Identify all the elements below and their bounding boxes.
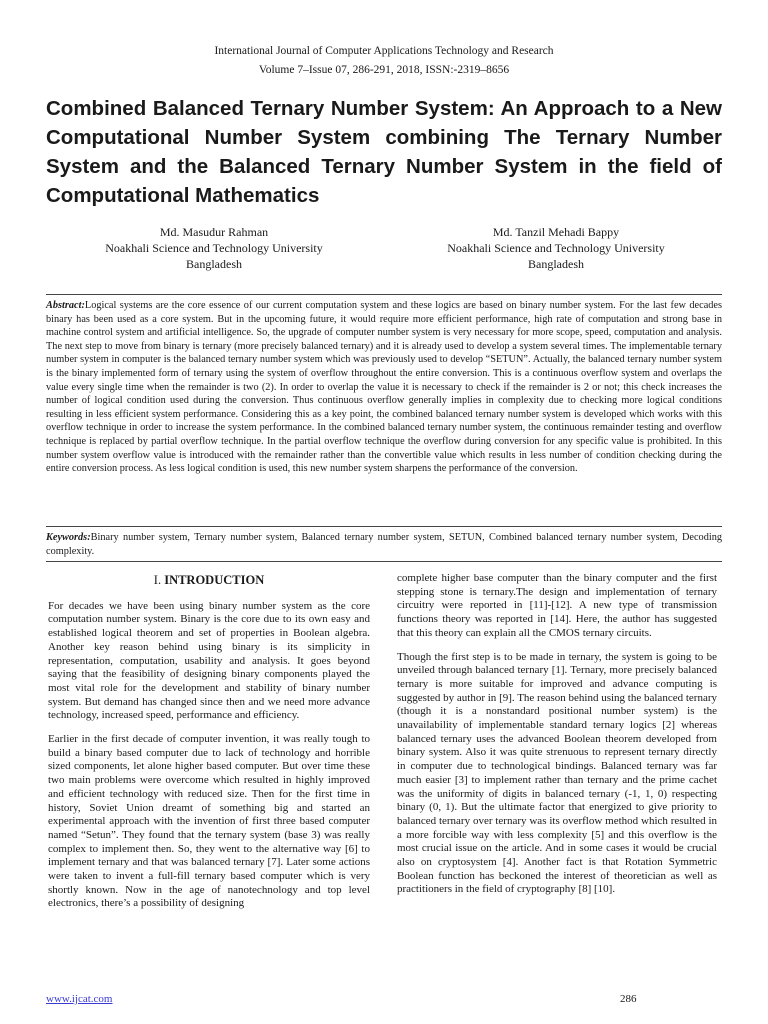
abstract	[46, 294, 722, 476]
author-affiliation: Noakhali Science and Technology University	[447, 241, 665, 255]
author-name: Md. Tanzil Mehadi Bappy	[492, 225, 620, 239]
right-column	[397, 572, 717, 907]
keywords-text: Binary number system, Ternary number system, Balanced ternary number system, SETUN, Combined balanced ternary number system, Decoding complexity.	[46, 532, 722, 557]
paragraph: complete higher base computer than the binary computer and the first stepping stone is ternary.The design and implementation of ternary circuitry were reported in [11]-[12]. A new type of transmission functions theory was reported in [14]. Here, the author has suggested that this theory can explain all the CMOS ternary circuits.	[397, 572, 717, 639]
author-block-2	[400, 224, 712, 272]
paper-title: Combined Balanced Ternary Number System: An Approach to a New Computational Number System combining The Ternary Number System and the Balanced Ternary Number System in the field of Computational Mathematics	[46, 97, 722, 207]
journal-website-link[interactable]: www.ijcat.com	[46, 993, 113, 1005]
abstract-text: Logical systems are the core essence of our current computation system and these logics are based on binary number system. For the last few decades binary has been used as a core system. But in the upcoming future, it would require more efficient performance, high rate of computation and strong base in machine control system and artificial intelligence. So, the upgrade of computer number system is very necessary for more scope, speed, computation and analysis. The next step to move from binary is ternary (more precisely balanced ternary) and it is already used to develop a system several times. The implementable ternary number system in computer is the balanced ternary number system which was previously used to develop “SETUN”. Actually, the balanced ternary number system is the binary implemented form of ternary using the system of overflow throughout the entire conversion. This is a continuous overflow system and overlaps the value every single time when the remainder is two (2). In order to overlap the value it is necessary to check if the remainder is 2 or not; this check increases the number of logical condition used during the conversion. Thus continuous overflow generally implies in complexity due to checking more logical conditions resulting in less efficient system performance. Considering this as a key point, the combined balanced ternary number system is developed which works with this overflow technique in order to increase the system performance. In the combined balanced ternary number system, the continuous remainder testing and overflow technique is replaced by partial overflow technique. In the partial overflow technique the overflow during conversion for any specific value is prohibited. In this number system overflow value is introduced with the remainder rather than the convertible value which results in less number of condition checking during the entire conversion process. As less logical condition is used, this new number system sharpens the performance of the conversion.	[46, 300, 722, 475]
author-affiliation: Noakhali Science and Technology University	[105, 241, 323, 255]
author-name: Md. Masudur Rahman	[159, 225, 269, 239]
section-number: I.	[153, 573, 162, 587]
section-title: INTRODUCTION	[164, 573, 265, 587]
section-heading	[48, 574, 370, 588]
keywords-label: Keywords:	[46, 532, 91, 543]
author-block-1	[48, 224, 380, 272]
page-number: 286	[620, 993, 637, 1005]
left-column	[48, 572, 370, 921]
paragraph: Though the first step is to be made in ternary, the system is going to be unveiled through balanced ternary [1]. Ternary, more precisely balanced ternary is more suitable for improved and advance computing is suggested by author in [9]. The reason behind using the balanced ternary (though it is a nonstandard positional number system) is the unavailability of implementable standard ternary logics [2] whereas balanced ternary uses the advanced Boolean theorem developed from binary system. Also it was quite strenuous to represent ternary directly in computer due to technological bindings. Balanced ternary was far much easier [3] to implement rather than ternary and the prime cachet was the uniformity of digits in balanced ternary (-1, 1, 0) respecting binary (0, 1). But the ultimate factor that energized to give priority to balanced ternary over ternary was its overflow method which resulted in a more forcible way with less complexity [5] and this overflow is the most crucial issue on the article. And in some cases it would be crucial also on cryptosystem [4]. Another fact is that Rotation Symmetric Boolean function has beckoned the interest of theoretician as well as practitioners in the field of cryptography [8] [10].	[397, 650, 717, 896]
journal-name: International Journal of Computer Applications Technology and Research	[214, 45, 554, 57]
keywords	[46, 526, 722, 562]
author-country: Bangladesh	[528, 257, 584, 271]
abstract-label: Abstract:	[46, 300, 85, 311]
author-country: Bangladesh	[186, 257, 242, 271]
paragraph: For decades we have been using binary number system as the core computation number system. Binary is the core due to its own easy and established logical theorem and set of properties in Boolean algebra. Another key reason behind using binary is its simplicity in representation, computation, usability and analysis. It goes beyond saying that the feasibility of designing binary components played the most vital role for the development and stability of binary number system. But demand has changed since then and we need more advance technology, increased speed, performance and efficiency.	[48, 599, 370, 722]
paragraph: Earlier in the first decade of computer invention, it was really tough to build a binary based computer due to lack of technology and horrible sized components, let alone higher based computer. But over time these two main problems were overcome which resulted in highly improved and efficient technology with reduced size. Then for the first time in history, Soviet Union dreamt of something big and started an experimental approach with the invention of first three based computer named “Setun”. They found that the ternary system (base 3) was really complex to implement then. So, they went to the alternative way [6] to implement ternary and that was balanced ternary [7]. Later some actions were taken to invent a full-fill ternary based computer which is very shortly known. Now in the age of nanotechnology and top level electronics, there’s a possibility of designing	[48, 733, 370, 910]
journal-volume: Volume 7–Issue 07, 286-291, 2018, ISSN:-2319–8656	[258, 64, 510, 76]
